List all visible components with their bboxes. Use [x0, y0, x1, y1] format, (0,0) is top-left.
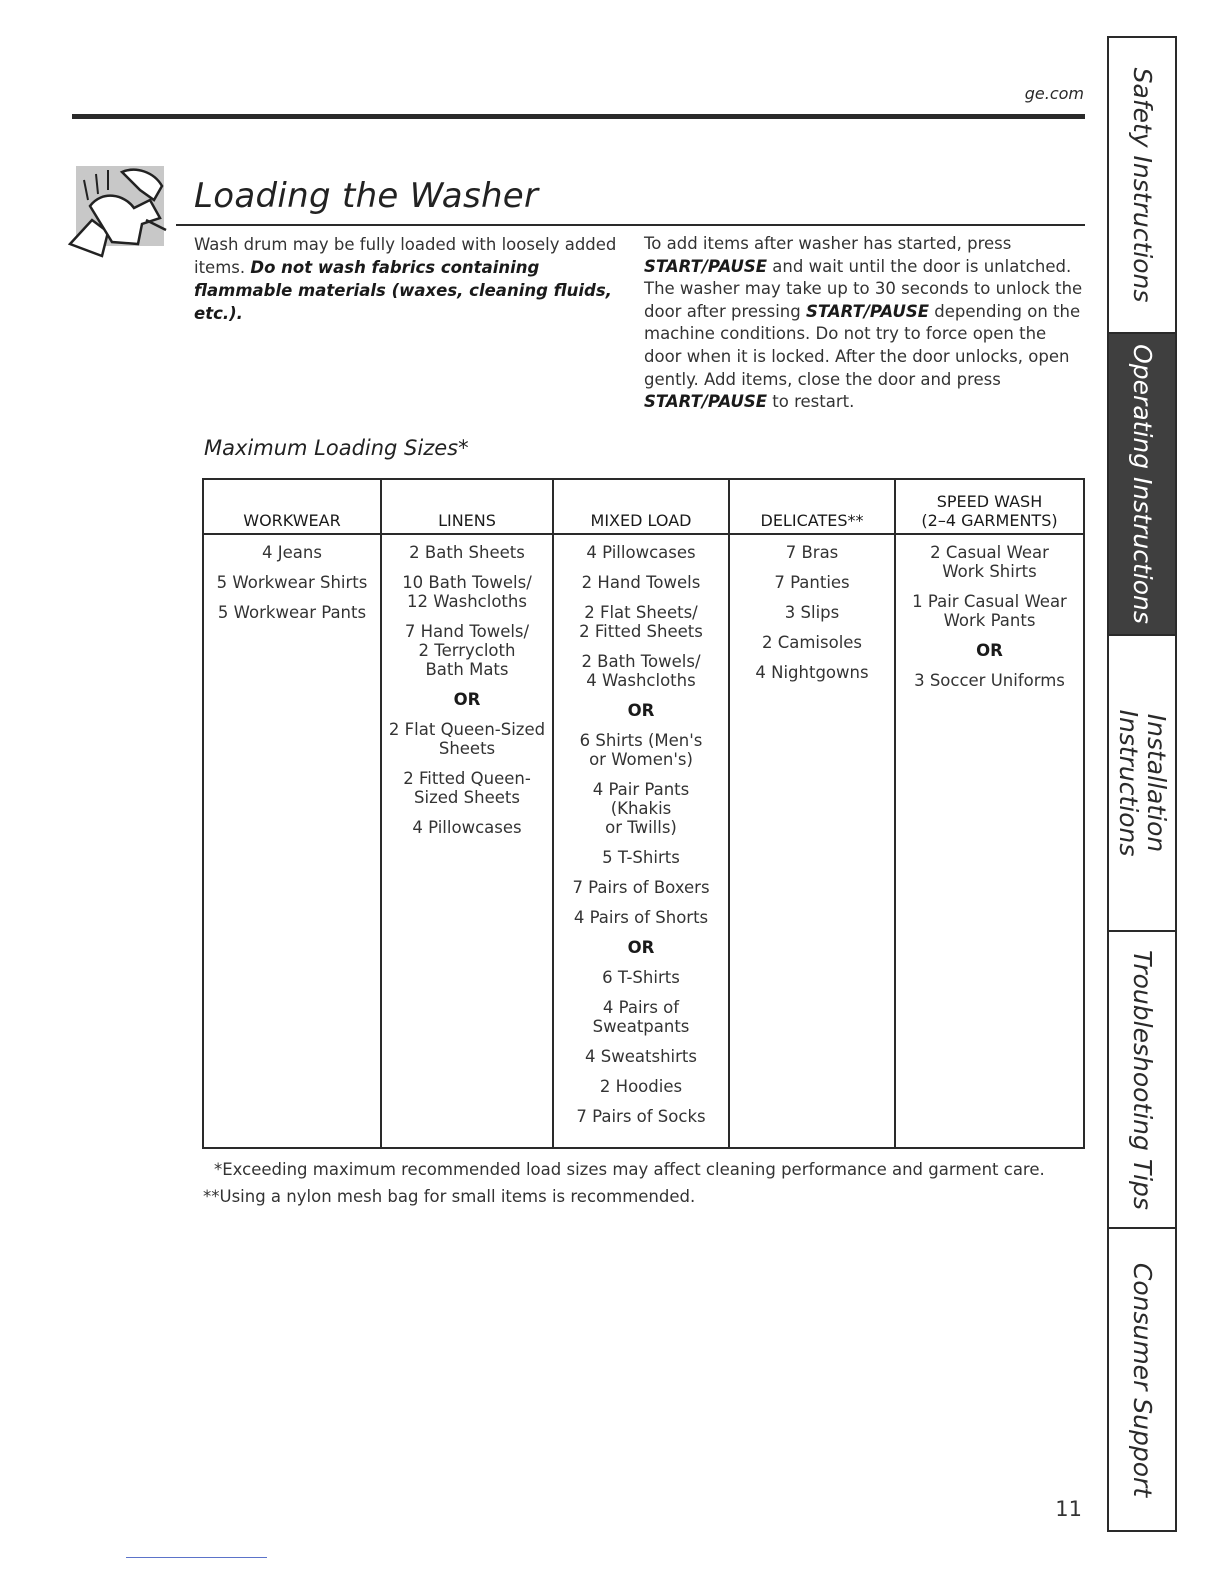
start-pause-ref: START/PAUSE [644, 392, 768, 412]
clothing-icon [62, 160, 177, 270]
section-tabs [1107, 36, 1177, 1532]
load-item: 4 Nightgowns [755, 663, 869, 682]
load-item: 7 Bras [785, 543, 839, 562]
load-item: 2 Hoodies [599, 1077, 683, 1096]
section-tab[interactable] [1109, 334, 1175, 636]
column-header: DELICATES** [729, 479, 895, 534]
column-header: SPEED WASH (2–4 GARMENTS) [895, 479, 1084, 534]
or-separator: OR [627, 938, 655, 957]
or-separator: OR [976, 641, 1003, 660]
intro-right-text-3: depending on the machine conditions. Do not try to force open the door when it is locked. After the door unlocks, open gently. Add items, close the door and press [644, 301, 1081, 389]
bottom-link-line [126, 1557, 267, 1558]
intro-right [644, 233, 1084, 414]
load-item: 7 Hand Towels/ 2 Terrycloth Bath Mats [404, 622, 530, 679]
or-separator: OR [627, 701, 655, 720]
footnote-mesh-bag: **Using a nylon mesh bag for small items is recommended. [203, 1187, 696, 1206]
intro-right-text-4: to restart. [772, 392, 855, 412]
column-header: MIXED LOAD [553, 479, 729, 534]
section-tab-label: Troubleshooting Tips [1128, 949, 1157, 1210]
load-item: 5 Workwear Pants [217, 603, 367, 622]
loading-sizes-heading: Maximum Loading Sizes* [204, 436, 469, 460]
title-rule [176, 224, 1085, 226]
load-item: 4 Pillowcases [586, 543, 696, 562]
load-item: 10 Bath Towels/ 12 Washcloths [402, 573, 532, 611]
start-pause-ref: START/PAUSE [805, 301, 930, 321]
load-item: 6 T-Shirts [602, 968, 680, 987]
page-number: 11 [1055, 1497, 1082, 1521]
intro-left [194, 233, 634, 325]
column-items [895, 534, 1084, 1148]
load-item: 4 Pair Pants (Khakis or Twills) [592, 780, 690, 837]
section-tab-label: Operating Instructions [1128, 344, 1157, 624]
intro-left-text: Wash drum may be fully loaded with loosely added items. [194, 235, 617, 277]
load-item: 3 Soccer Uniforms [914, 671, 1065, 690]
column-items [729, 534, 895, 1148]
section-tab-label: Safety Instructions [1128, 67, 1157, 303]
footnote-max-load: *Exceeding maximum recommended load sizes may affect cleaning performance and garment care. [214, 1160, 1045, 1179]
or-separator: OR [453, 690, 481, 709]
load-item: 4 Sweatshirts [585, 1047, 697, 1066]
header-rule [72, 114, 1085, 119]
load-item: 6 Shirts (Men's or Women's) [579, 731, 703, 769]
site-url: ge.com [1024, 84, 1084, 103]
load-item: 7 Panties [774, 573, 850, 592]
load-item: 1 Pair Casual Wear Work Pants [912, 592, 1067, 630]
load-item: 3 Slips [784, 603, 840, 622]
load-item: 2 Flat Sheets/ 2 Fitted Sheets [579, 603, 703, 641]
column-items [553, 534, 729, 1148]
section-tab[interactable] [1109, 38, 1175, 334]
intro-right-text-2: and wait until the door is unlatched. The washer may take up to 30 seconds to unlock the door after pressing [644, 256, 1083, 321]
column-items [203, 534, 381, 1148]
load-item: 5 T-Shirts [602, 848, 680, 867]
load-item: 2 Casual Wear Work Shirts [930, 543, 1049, 581]
load-item: 4 Pillowcases [412, 818, 522, 837]
load-item: 2 Camisoles [761, 633, 863, 652]
load-item: 4 Pairs of Shorts [573, 908, 709, 927]
load-item: 4 Jeans [262, 543, 322, 562]
section-tab-label: Installation Instructions [1114, 709, 1171, 857]
load-item: 4 Pairs of Sweatpants [592, 998, 690, 1036]
column-header: LINENS [381, 479, 553, 534]
section-tab-label: Consumer Support [1128, 1262, 1157, 1497]
column-items [381, 534, 553, 1148]
load-item: 7 Pairs of Socks [576, 1107, 706, 1126]
load-item: 2 Bath Sheets [409, 543, 525, 562]
load-item: 2 Flat Queen-Sized Sheets [388, 720, 546, 758]
load-item: 2 Hand Towels [581, 573, 701, 592]
load-item: 2 Bath Towels/ 4 Washcloths [581, 652, 701, 690]
loading-sizes-table [202, 478, 1085, 1149]
load-item: 2 Fitted Queen- Sized Sheets [403, 769, 531, 807]
intro-right-text-1: To add items after washer has started, press [644, 234, 1012, 253]
section-tab[interactable] [1109, 1229, 1175, 1530]
page-title: Loading the Washer [194, 176, 539, 216]
load-item: 7 Pairs of Boxers [572, 878, 710, 897]
section-tab[interactable] [1109, 932, 1175, 1229]
flammable-warning: Do not wash fabrics containing flammable materials (waxes, cleaning fluids, etc.). [194, 258, 612, 323]
start-pause-ref: START/PAUSE [644, 256, 768, 276]
column-header: WORKWEAR [203, 479, 381, 534]
section-tab[interactable] [1109, 636, 1175, 932]
load-item: 5 Workwear Shirts [216, 573, 368, 592]
